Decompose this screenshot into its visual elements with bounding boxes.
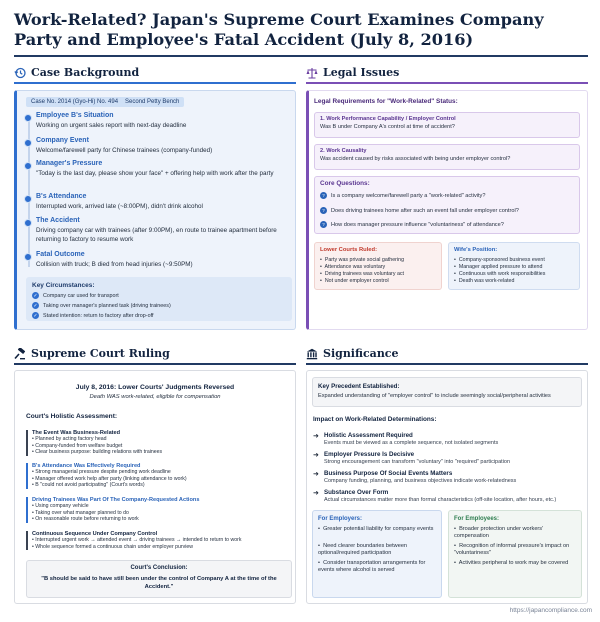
bench-tag: Second Petty Bench xyxy=(120,97,184,107)
page-title: Work-Related? Japan's Supreme Court Examines Company Party and Employee's Fatal Accident (July 8, 2016) xyxy=(14,10,544,49)
circumstance-item: ✓ Stated intention: return to factory after drop-off xyxy=(33,312,154,319)
lower-court-item: • Party was private social gathering xyxy=(320,257,405,263)
circumstance-item: ✓ Company car used for transport xyxy=(33,292,119,299)
employer-item: • Need clearer boundaries between optional/required participation xyxy=(318,543,408,557)
ruling-heading xyxy=(14,347,170,360)
precedent-title: Key Precedent Established: xyxy=(318,383,400,390)
arrow-right-icon: ➜ xyxy=(313,452,319,459)
ruling-block: Continuous Sequence Under Company Control • Interrupted urgent work → attended event → driving trainees → intended to return to work • Whole sequence formed a continuous chain under employer purview xyxy=(26,531,294,550)
requirement-title: 2. Work Causality xyxy=(320,148,367,154)
institution-icon xyxy=(306,348,318,360)
lower-court-item: • Driving trainees was voluntary act xyxy=(320,271,405,277)
event-title: Manager's Pressure xyxy=(36,160,103,167)
core-question: ? Is a company welcome/farewell party a "work-related" activity? xyxy=(320,192,485,200)
ruling-block: B's Attendance Was Effectively Required • Strong managerial pressure despite pending work deadline • Manager offered work help after party (linking attendance to work) • B "could not avoid participating" (Court's words) xyxy=(26,463,294,489)
requirement-title: 1. Work Performance Capability / Employer Control xyxy=(320,116,456,122)
timeline-dot xyxy=(24,114,32,122)
arrow-right-icon: ➜ xyxy=(313,490,319,497)
gavel-icon xyxy=(14,348,26,360)
question-icon: ? xyxy=(320,221,327,228)
employee-item: • Broader protection under workers' compensation xyxy=(454,526,544,540)
employer-item: • Consider transportation arrangements for events where alcohol is served xyxy=(318,560,426,574)
ruling-subline: Death WAS work-related, eligible for compensation xyxy=(89,394,221,400)
event-title: Company Event xyxy=(36,137,89,144)
lower-courts-title: Lower Courts Ruled: xyxy=(320,247,378,253)
wife-position-item: • Company-sponsored business event xyxy=(454,257,545,263)
core-questions-title: Core Questions: xyxy=(320,180,370,187)
timeline-dot xyxy=(24,195,32,203)
conclusion-title: Court's Conclusion: xyxy=(130,565,188,571)
check-icon: ✓ xyxy=(33,302,38,309)
question-icon: ? xyxy=(320,207,327,214)
significance-title: Significance xyxy=(323,347,399,360)
timeline-dot xyxy=(24,219,32,227)
footer-link[interactable]: https://japancompliance.com xyxy=(509,607,592,614)
significance-rule xyxy=(306,363,588,365)
significance-heading xyxy=(306,347,399,360)
core-question: ? Does driving trainees home after such an event fall under employer control? xyxy=(320,207,519,215)
requirements-title: Legal Requirements for "Work-Related" Status: xyxy=(314,98,458,105)
legal-issues-rule xyxy=(306,82,588,84)
key-circumstances-box xyxy=(26,277,292,321)
event-title: The Accident xyxy=(36,217,80,224)
case-background-title: Case Background xyxy=(31,66,140,79)
lower-court-item: • Not under employer control xyxy=(320,278,389,284)
history-icon xyxy=(14,67,26,79)
ruling-rule xyxy=(14,363,296,365)
employee-item: • Recognition of informal pressure's impact on "voluntariness" xyxy=(454,543,570,557)
arrow-right-icon: ➜ xyxy=(313,471,319,478)
requirement-text: Was B under Company A's control at time of accident? xyxy=(320,124,455,130)
question-icon: ? xyxy=(320,192,327,199)
event-text: Welcome/farewell party for Chinese trainees (company-funded) xyxy=(36,147,213,154)
conclusion-text: "B should be said to have still been under the control of Company A at the time of the Accident." xyxy=(41,576,277,590)
precedent-box xyxy=(312,377,582,407)
timeline-dot xyxy=(24,162,32,170)
ruling-date-line: July 8, 2016: Lower Courts' Judgments Reversed xyxy=(75,384,235,391)
circumstance-item: ✓ Taking over manager's planned task (driving trainees) xyxy=(33,302,171,309)
legal-issues-heading xyxy=(306,66,399,79)
case-background-heading xyxy=(14,66,139,79)
core-question: ? How does manager pressure influence "voluntariness" of attendance? xyxy=(320,221,504,229)
event-title: Employee B's Situation xyxy=(36,112,114,119)
ruling-block: Driving Trainees Was Part Of The Company-Requested Actions • Using company vehicle • Taking over what manager planned to do • On reasonable route before returning to work xyxy=(26,497,294,523)
wife-position-item: • Continuous with work responsibilities xyxy=(454,271,546,277)
employees-title: For Employees: xyxy=(454,516,500,522)
employer-item: • Greater potential liability for company events xyxy=(318,526,434,532)
event-title: Fatal Outcome xyxy=(36,251,85,258)
wife-position-item: • Death was work-related xyxy=(454,278,515,284)
arrow-right-icon: ➜ xyxy=(313,433,319,440)
case-number-tag: Case No. 2014 (Gyo-Hi) No. 494 xyxy=(26,97,123,107)
assessment-title: Court's Holistic Assessment: xyxy=(26,413,118,420)
event-text: Driving company car with trainees (after 9:00PM), en route to trainee apartment before returning to factory to resume work xyxy=(36,227,277,243)
event-text: Interrupted work, arrived late (~8:00PM), didn't drink alcohol xyxy=(36,203,203,210)
ruling-title: Supreme Court Ruling xyxy=(31,347,170,360)
precedent-text: Expanded understanding of "employer control" to include seemingly social/peripheral activities xyxy=(318,393,551,399)
event-text: Working on urgent sales report with next-day deadline xyxy=(36,122,187,129)
event-title: B's Attendance xyxy=(36,193,87,200)
impact-title: Impact on Work-Related Determinations: xyxy=(313,416,437,423)
lower-court-item: • Attendance was voluntary xyxy=(320,264,386,270)
scales-icon xyxy=(306,67,318,79)
employee-item: • Activities peripheral to work may be covered xyxy=(454,560,569,566)
legal-issues-title: Legal Issues xyxy=(323,66,400,79)
event-text: "Today is the last day, please show your face" + offering help with work after the party xyxy=(36,170,274,177)
event-text: Collision with truck; B died from head injuries (~9:50PM) xyxy=(36,261,193,268)
title-divider xyxy=(14,55,588,57)
check-icon: ✓ xyxy=(33,312,38,319)
case-background-rule xyxy=(14,82,296,84)
ruling-block: The Event Was Business-Related • Planned by acting factory head • Company-funded from welfare budget • Clear business purpose: building relations with trainees xyxy=(26,430,294,456)
employers-title: For Employers: xyxy=(318,516,363,522)
timeline-dot xyxy=(24,253,32,261)
timeline-dot xyxy=(24,139,32,147)
requirement-text: Was accident caused by risks associated with being under employer control? xyxy=(320,156,511,162)
wife-position-item: • Manager applied pressure to attend xyxy=(454,264,543,270)
check-icon: ✓ xyxy=(33,292,38,299)
wife-position-title: Wife's Position: xyxy=(454,247,498,253)
key-circumstances-title: Key Circumstances: xyxy=(32,282,95,289)
